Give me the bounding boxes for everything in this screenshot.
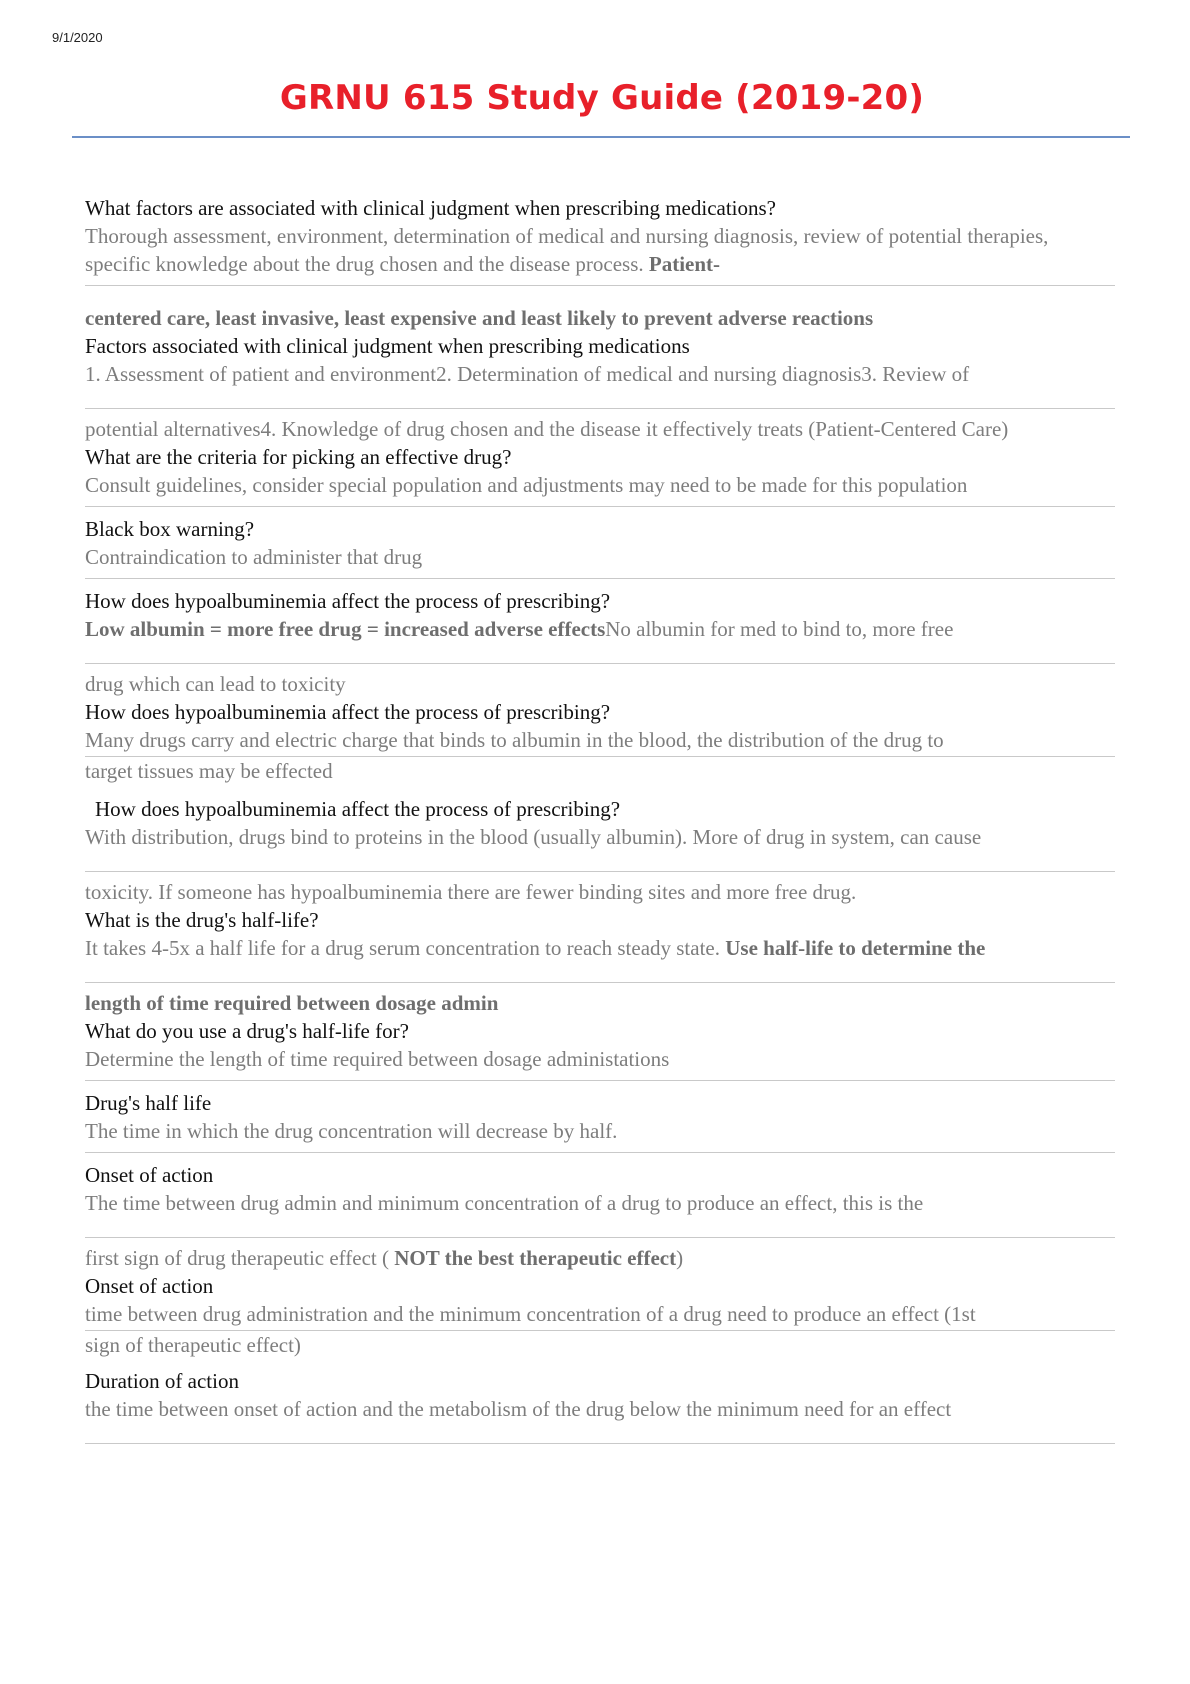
card-answer-continued: first sign of drug therapeutic effect ( NOT the best therapeutic effect) [85,1246,684,1270]
card-answer: Low albumin = more free drug = increased adverse effectsNo albumin for med to bind to, more free [85,617,954,641]
page-title: GRNU 615 Study Guide (2019-20) [279,78,925,118]
card-answer-continued: sign of therapeutic effect) [85,1333,301,1357]
card-answer: The time between drug admin and minimum concentration of a drug to produce an effect, this is the [85,1191,924,1215]
card-question: How does hypoalbuminemia affect the process of prescribing? [85,700,611,724]
card-answer-continued: potential alternatives4. Knowledge of drug chosen and the disease it effectively treats (Patient-Centered Care) [85,417,1009,441]
card-question: How does hypoalbuminemia affect the process of prescribing? [95,797,621,821]
card-question: Onset of action [85,1163,214,1187]
card-divider [85,408,1115,409]
card-divider [85,1237,1115,1238]
card-answer: Consult guidelines, consider special population and adjustments may need to be made for this population [85,473,968,497]
card-question: What are the criteria for picking an effective drug? [85,445,512,469]
card-question: Drug's half life [85,1091,212,1115]
card-question: What factors are associated with clinical judgment when prescribing medications? [85,196,777,220]
card-answer-continued: drug which can lead to toxicity [85,672,346,696]
card-answer: Many drugs carry and electric charge that binds to albumin in the blood, the distribution of the drug to [85,728,944,752]
card-answer: With distribution, drugs bind to proteins in the blood (usually albumin). More of drug in system, can cause [85,825,982,849]
print-date: 9/1/2020 [52,30,103,45]
card-divider [85,663,1115,664]
card-divider [85,1152,1115,1153]
card-divider [85,285,1115,286]
card-answer: It takes 4-5x a half life for a drug serum concentration to reach steady state. Use half-life to determine the [85,936,986,960]
card-question: Onset of action [85,1274,214,1298]
card-answer-continued: toxicity. If someone has hypoalbuminemia there are fewer binding sites and more free drug. [85,880,857,904]
card-question: What is the drug's half-life? [85,908,319,932]
card-divider [85,982,1115,983]
card-question: How does hypoalbuminemia affect the process of prescribing? [85,589,611,613]
card-divider [85,578,1115,579]
card-answer: Determine the length of time required between dosage administations [85,1047,670,1071]
study-guide-content [85,194,1115,1450]
card-question: Factors associated with clinical judgment when prescribing medications [85,334,690,358]
card-question: Black box warning? [85,517,255,541]
card-answer: Contraindication to administer that drug [85,545,423,569]
card-answer-continued: centered care, least invasive, least expensive and least likely to prevent adverse reactions [85,306,874,330]
card-divider [85,871,1115,872]
card-divider [85,1443,1115,1444]
card-answer: the time between onset of action and the metabolism of the drug below the minimum need for an effect [85,1397,952,1421]
card-question: Duration of action [85,1369,239,1393]
card-answer: The time in which the drug concentration will decrease by half. [85,1119,618,1143]
title-divider [72,136,1130,138]
card-divider [85,506,1115,507]
card-answer: time between drug administration and the minimum concentration of a drug need to produce an effect (1st [85,1302,976,1326]
card-answer-continued: target tissues may be effected [85,759,333,783]
card-answer: Thorough assessment, environment, determination of medical and nursing diagnosis, review of potential therapies, specific knowledge about the drug chosen and the disease process. Patient- [85,224,1049,276]
card-question: What do you use a drug's half-life for? [85,1019,409,1043]
card-answer: 1. Assessment of patient and environment2. Determination of medical and nursing diagnosis3. Review of [85,362,970,386]
card-divider [85,1080,1115,1081]
card-answer-continued: length of time required between dosage admin [85,991,499,1015]
